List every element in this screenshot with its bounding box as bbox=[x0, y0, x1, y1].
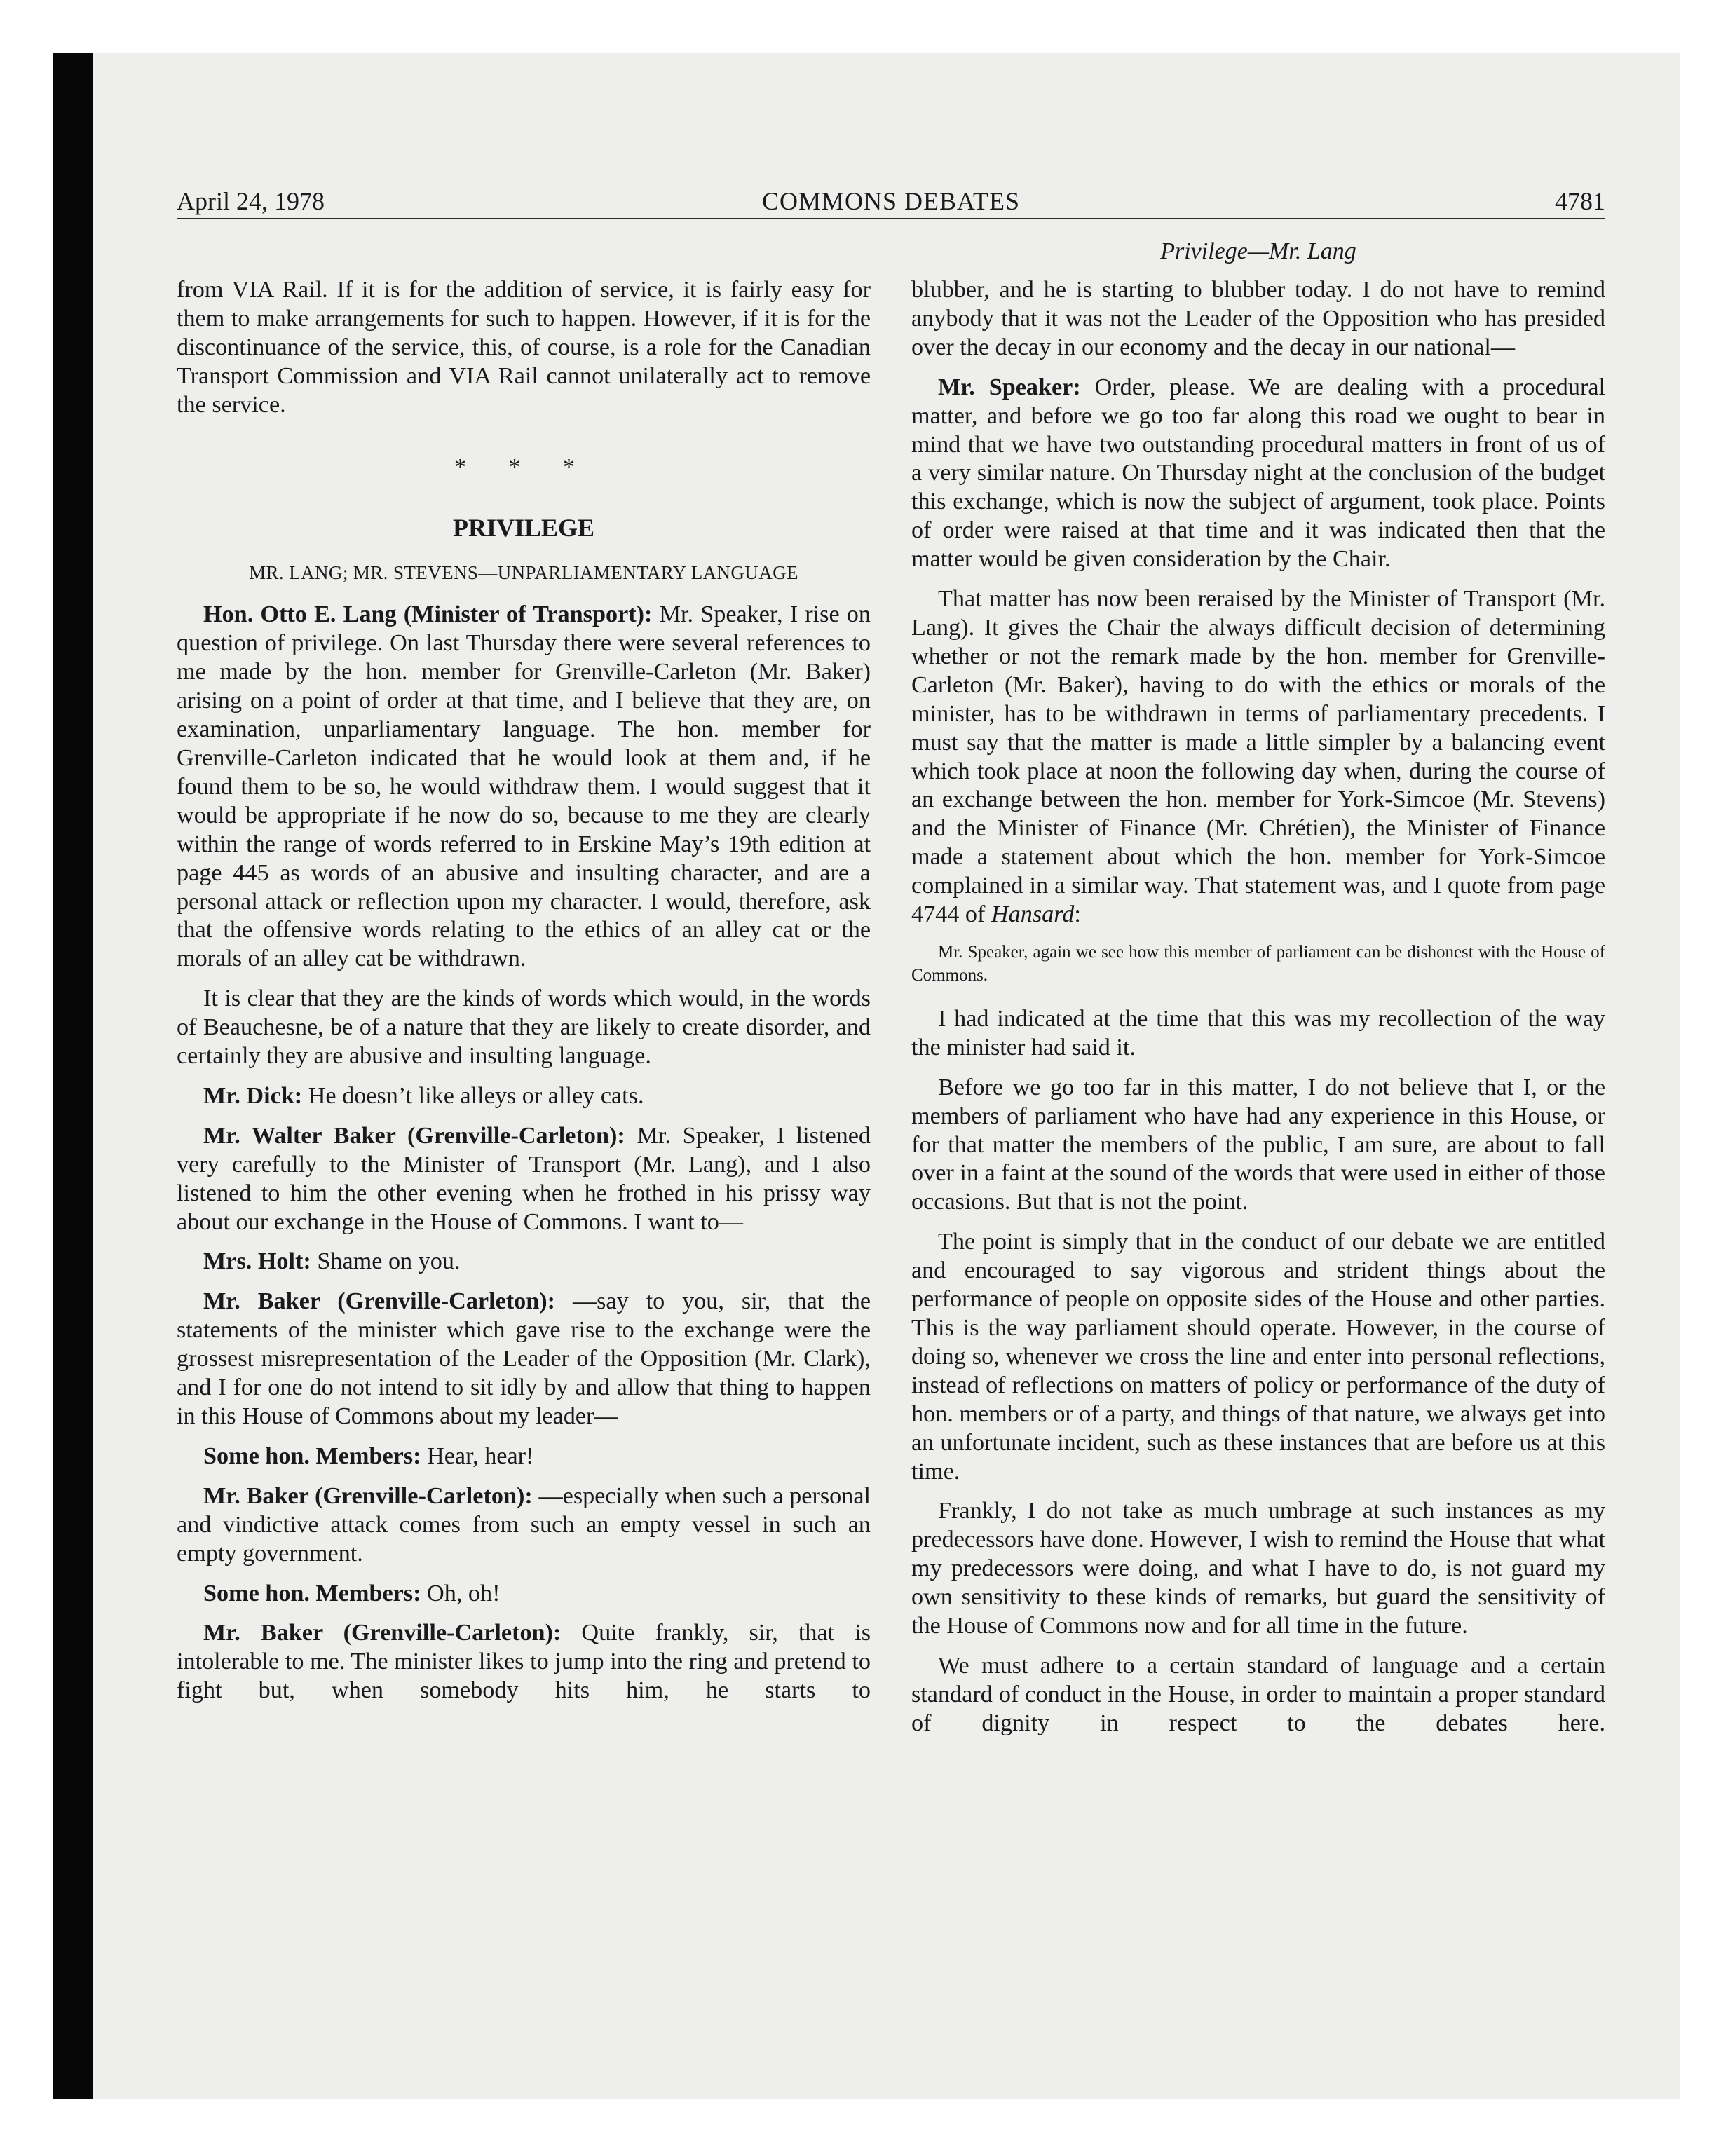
paragraph: It is clear that they are the kinds of words which would, in the words of Beauchesne, be of a nature that they are likely to create disorder, and certainly they are abusive and insulting language. bbox=[177, 985, 871, 1070]
header-date: April 24, 1978 bbox=[177, 187, 325, 215]
speech-text: Oh, oh! bbox=[421, 1580, 501, 1606]
paragraph: Frankly, I do not take as much umbrage at such instances as my predecessors have done. However, I wish to remind the House that what my predecessors were doing, and what I have to do, is not guard my own sensitivity to these kinds of remarks, but guard the sensitivity of the House of Commons now and for all time in the future. bbox=[911, 1498, 1605, 1639]
header-page-number: 4781 bbox=[1555, 187, 1605, 215]
hansard-citation: Hansard bbox=[991, 901, 1075, 928]
speaker-name: Mrs. Holt: bbox=[203, 1248, 311, 1275]
paragraph: I had indicated at the time that this was my recollection of the way the minister had said it. bbox=[911, 1005, 1605, 1060]
header-title: COMMONS DEBATES bbox=[761, 187, 1021, 215]
speaker-name: Mr. Speaker: bbox=[938, 374, 1081, 400]
left-column bbox=[177, 276, 871, 1705]
paragraph-text-end: : bbox=[1074, 901, 1081, 928]
block-quote: Mr. Speaker, again we see how this member of parliament can be dishonest with the House of Commons. bbox=[911, 942, 1605, 985]
speaker-name: Some hon. Members: bbox=[203, 1442, 421, 1469]
speaker-name: Mr. Baker (Grenville-Carleton): bbox=[203, 1620, 562, 1646]
speech bbox=[177, 1248, 871, 1276]
speaker-name: Mr. Walter Baker (Grenville-Carleton): bbox=[203, 1122, 625, 1149]
paragraph: The point is simply that in the conduct of our debate we are entitled and encouraged to say vigorous and strident things about the performance of people on opposite sides of the House and other parties. This is the way parliament should operate. However, in the course of doing so, whenever we cross the line and enter into personal reflections, instead of reflections on matters of policy or performance of the duty of hon. members or of a party, and things of that nature, we always get into an unfortunate incident, such as these instances that are before us at this time. bbox=[911, 1229, 1605, 1485]
section-heading: PRIVILEGE bbox=[452, 514, 595, 543]
speech bbox=[177, 1442, 871, 1471]
speech-text: —especially when such a personal and vindictive attack comes from such an empty vessel in such an empty government. bbox=[177, 1482, 871, 1567]
speaker-name: Mr. Dick: bbox=[203, 1082, 303, 1109]
paragraph: blubber, and he is starting to blubber today. I do not have to remind anybody that it was not the Leader of the Opposition who has presided over the decay in our economy and the decay in our national— bbox=[911, 277, 1605, 360]
speech bbox=[911, 374, 1605, 574]
section-divider: * * * bbox=[454, 453, 593, 480]
paragraph-text: That matter has now been reraised by the Minister of Transport (Mr. Lang). It gives the Chair the always difficult decision of determining whether or not the remark made by the hon. member for Grenville-Carleton (Mr. Baker), having to do with the ethics or morals of the minister, has to be withdrawn in terms of parliamentary precedents. I must say that the matter is made a little simpler by a balancing event which took place at noon the following day when, during the course of an exchange between the hon. member for York-Simcoe (Mr. Stevens) and the Minister of Finance (Mr. Chrétien), the Minister of Finance made a statement about which the hon. member for York-Simcoe complained in a similar way. That statement was, and I quote from page 4744 of bbox=[911, 586, 1605, 928]
right-column bbox=[911, 276, 1605, 1738]
section-subheading: MR. LANG; MR. STEVENS—UNPARLIAMENTARY LANGUAGE bbox=[249, 562, 798, 584]
paragraph: We must adhere to a certain standard of language and a certain standard of conduct in the House, in order to maintain a proper standard of dignity in respect to the debates here. bbox=[911, 1652, 1605, 1736]
speech-text: Shame on you. bbox=[311, 1248, 461, 1275]
speech bbox=[177, 1288, 871, 1431]
speech-text: Mr. Speaker, I rise on question of privilege. On last Thursday there were several references to me made by the hon. member for Grenville-Carleton (Mr. Baker) arising on a point of order at that time, and I believe that they are, on examination, unparliamentary language. The hon. member for Grenville-Carleton indicated that he would look at them and, if he found them to be so, he would withdraw them. I would suggest that it would be appropriate if he now do so, because to me they are clearly within the range of words referred to in Erskine May’s 19th edition at page 445 as words of an abusive and insulting character, and are a personal attack or reflection upon my character. I would, therefore, ask that the offensive words relating to the ethics of an alley cat or the morals of an alley cat be withdrawn. bbox=[177, 601, 871, 972]
header-rule bbox=[177, 218, 1605, 219]
speech bbox=[177, 601, 871, 974]
speech bbox=[177, 1619, 871, 1705]
speech bbox=[177, 1122, 871, 1237]
speech-text: He doesn’t like alleys or alley cats. bbox=[302, 1082, 644, 1109]
speech bbox=[177, 1482, 871, 1569]
speech-text: Mr. Speaker, I listened very carefully to the Minister of Transport (Mr. Lang), and I also listened to him the other evening when he frothed in his prissy way about our exchange in the House of Commons. I want to— bbox=[177, 1122, 871, 1235]
speaker-name: Hon. Otto E. Lang (Minister of Transport): bbox=[203, 601, 653, 628]
paragraph: from VIA Rail. If it is for the addition of service, it is fairly easy for them to make arrangements for such to happen. However, if it is for the discontinuance of the service, this, of course, is a role for the Canadian Transport Commission and VIA Rail cannot unilaterally act to remove the service. bbox=[177, 277, 871, 418]
paragraph bbox=[911, 585, 1605, 929]
speech bbox=[177, 1580, 871, 1609]
speech-text: Hear, hear! bbox=[421, 1442, 534, 1469]
speech bbox=[177, 1082, 871, 1111]
speech-text: Quite frankly, sir, that is intolerable to me. The minister likes to jump into the ring and pretend to fight but, when somebody hits him, he starts to bbox=[177, 1620, 871, 1704]
running-head: Privilege—Mr. Lang bbox=[1160, 238, 1356, 264]
paragraph: Before we go too far in this matter, I do not believe that I, or the members of parliament who have had any experience in this House, or for that matter the members of the public, I am sure, are about to fall over in a faint at the sound of the words that were used in either of those occasions. But that is not the point. bbox=[911, 1074, 1605, 1215]
speech-text: —say to you, sir, that the statements of the minister which gave rise to the exchange were the grossest misrepresentation of the Leader of the Opposition (Mr. Clark), and I for one do not intend to sit idly by and allow that thing to happen in this House of Commons about my leader— bbox=[177, 1288, 871, 1429]
scan-edge-shadow bbox=[53, 53, 93, 2099]
speech-text: Order, please. We are dealing with a procedural matter, and before we go too far along this road we ought to bear in mind that we have two outstanding procedural matters in front of us of a very similar nature. On Thursday night at the conclusion of the budget this exchange, which is now the subject of argument, took place. Points of order were raised at that time and it was indicated then that the matter would be given consideration by the Chair. bbox=[911, 374, 1606, 573]
speaker-name: Mr. Baker (Grenville-Carleton): bbox=[203, 1482, 533, 1509]
speaker-name: Some hon. Members: bbox=[203, 1580, 421, 1606]
speaker-name: Mr. Baker (Grenville-Carleton): bbox=[203, 1288, 556, 1315]
page-header bbox=[177, 184, 1605, 219]
